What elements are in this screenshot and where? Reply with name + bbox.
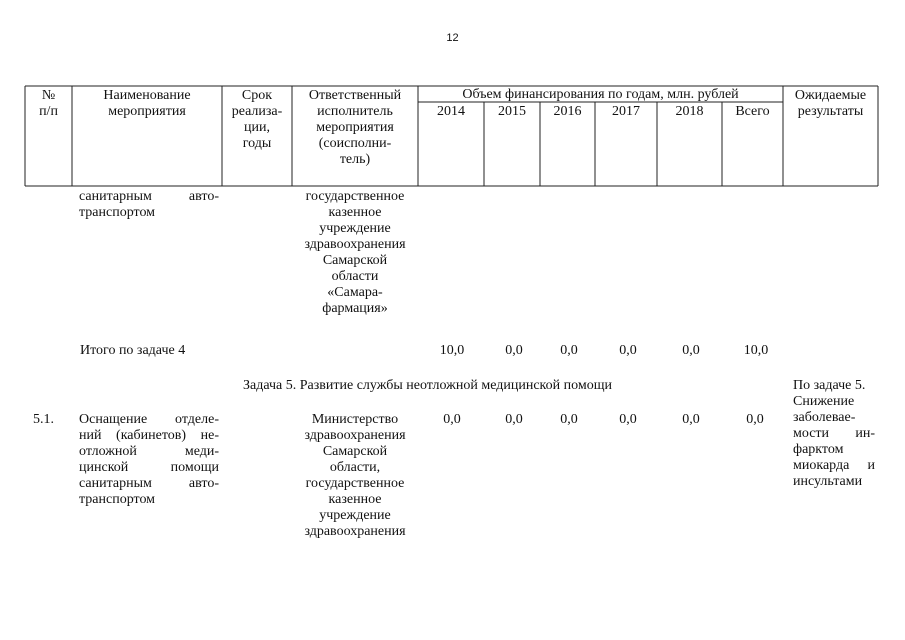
row51-value-2016: 0,0	[560, 412, 578, 427]
header-year-2017: 2017	[612, 104, 640, 119]
header-year-2016: 2016	[553, 104, 582, 119]
header-name: Наименование мероприятия	[103, 88, 191, 119]
total4-value-total: 10,0	[743, 343, 769, 358]
header-executor: Ответственный исполнитель мероприятия (соисполни- тель)	[308, 88, 402, 167]
row51-value-total: 0,0	[746, 412, 764, 427]
row51-executor: Министерство здравоохранения Самарской области, государственное казенное учреждение здравоохранения	[304, 412, 406, 539]
total4-value-2016: 0,0	[560, 343, 578, 358]
total4-value-2018: 0,0	[682, 343, 700, 358]
header-total: Всего	[735, 104, 770, 119]
task5-title: Задача 5. Развитие службы неотложной медицинской помощи	[243, 378, 612, 393]
row51-value-2014: 0,0	[443, 412, 461, 427]
row51-number: 5.1.	[33, 412, 54, 427]
header-results: Ожидаемые результаты	[794, 88, 867, 119]
total4-value-2017: 0,0	[619, 343, 637, 358]
header-year-2015: 2015	[498, 104, 526, 119]
task5-results: По задаче 5. Снижение заболевае- мости ин- фарктом миокарда и инсультами	[793, 378, 875, 489]
header-year-2014: 2014	[437, 104, 465, 119]
continuation-executor: государственное казенное учреждение здравоохранения Самарской области «Самара- фармация»	[304, 189, 406, 316]
row51-name: Оснащение отделе- ний (кабинетов) не- отложной меди- цинской помощи санитарным авто- транспортом	[79, 412, 219, 507]
header-funding: Объем финансирования по годам, млн. рублей	[462, 87, 739, 102]
row51-value-2017: 0,0	[619, 412, 637, 427]
header-term: Срок реализа- ции, годы	[231, 88, 283, 151]
continuation-name: санитарным авто- транспортом	[79, 189, 219, 220]
page-number: 12	[446, 32, 459, 44]
total-task4-label: Итого по задаче 4	[80, 343, 186, 358]
header-year-2018: 2018	[675, 104, 704, 119]
total4-value-2015: 0,0	[505, 343, 523, 358]
header-number: № п/п	[39, 88, 58, 119]
total4-value-2014: 10,0	[439, 343, 465, 358]
row51-value-2018: 0,0	[682, 412, 700, 427]
row51-value-2015: 0,0	[505, 412, 523, 427]
